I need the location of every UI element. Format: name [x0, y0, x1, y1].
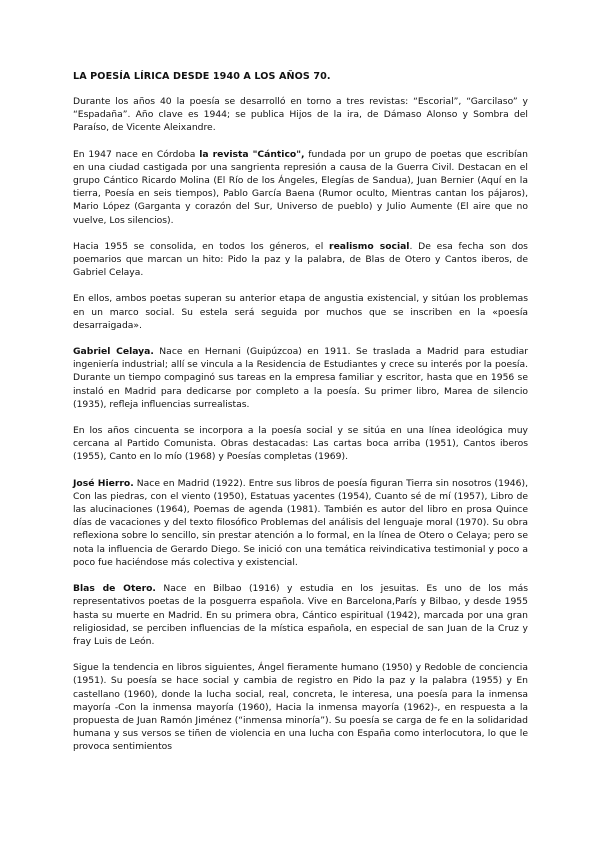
document-body [73, 71, 528, 767]
author-name-celaya: Gabriel Celaya. [73, 346, 154, 358]
text-run: fundada por un grupo de poetas que escribían en una ciudad castigada por una sangrienta represión a causa de la Guerra Civil. Destacan en el grupo Cántico Ricardo Molina (El Río de los Ángeles, Elegías de Sandua), Juan Bernier (Aquí en la tierra, Poesía en seis tiempos), Pablo García Baena (Rumor oculto, Mientras cantan los pájaros), Mario López (Garganta y corazón del Sur, Universo de pueblo) y Julio Aumente (El aire que no vuelve, Los silencios). [73, 148, 528, 226]
paragraph-postwar-journals: Durante los años 40 la poesía se desarrolló en torno a tres revistas: “Escorial”, “Garcilaso” y “Espadaña”. Año clave es 1944; se publica Hijos de la ira, de Dámaso Alonso y Sombra del Paraíso, de Vicente Aleixandre. [73, 96, 528, 134]
bold-term-cantico: la revista "Cántico", [199, 148, 305, 160]
bold-term-realismo-social: realismo social [329, 240, 410, 252]
text-run: Hacia 1955 se consolida, en todos los géneros, el [73, 240, 330, 252]
text-run: Nace en Hernani (Guipúzcoa) en 1911. Se traslada a Madrid para estudiar ingeniería industrial; allí se vincula a la Residencia de Estudiantes y crece su interés por la poesía. Durante un tiempo compaginó sus tareas en la empresa familiar y escritor, hasta que en 1956 se instaló en Madrid para dedicarse por completo a la poesía. Su primer libro, Marea de silencio (1935), refleja influencias surrealistas. [73, 346, 528, 410]
paragraph-blas-de-otero [73, 582, 528, 648]
text-run: Nace en Madrid (1922). Entre sus libros de poesía figuran Tierra sin nosotros (1946), Con las piedras, con el viento (1950), Estatuas yacentes (1954), Cuanto sé de mí (1957), Libro de las alucinaciones (1964), Poemas de agenda (1981). También es autor del libro en prosa Quince días de vacaciones y del texto filosófico Problemas del análisis del lenguaje moral (1970). Su obra reflexiona sobre lo sencillo, sin prestar atención a lo formal, en la línea de Otero o Celaya; pero se nota la influencia de Gerardo Diego. Se inició con una temática reivindicativa testimonial y poco a poco fue haciéndose más colectiva y existencial. [73, 477, 528, 568]
paragraph-cantico [73, 148, 528, 227]
paragraph-celaya-fifties: En los años cincuenta se incorpora a la poesía social y se sitúa en una línea ideológica muy cercana al Partido Comunista. Obras destacadas: Las cartas boca arriba (1951), Cantos iberos (1955), Canto en lo mío (1968) y Poesías completas (1969). [73, 425, 528, 463]
paragraph-social-realism [73, 240, 528, 280]
author-name-hierro: José Hierro. [73, 477, 134, 489]
paragraph-jose-hierro [73, 477, 528, 569]
text-run: Nace en Bilbao (1916) y estudia en los jesuitas. Es uno de los más representativos poetas de la posguerra española. Vive en Barcelona,París y Bilbao, y desde 1955 hasta su muerte en Madrid. En su primera obra, Cántico espiritual (1942), marcada por una gran religiosidad, se perciben influencias de la mística española, en especial de san Juan de la Cruz y fray Luis de León. [73, 583, 528, 647]
text-run: . De esa fecha son dos poemarios que marcan un hito: Pido la paz y la palabra, de Blas de Otero y Cantos iberos, de Gabriel Celaya. [73, 240, 528, 279]
paragraph-existential-to-social: En ellos, ambos poetas superan su anterior etapa de angustia existencial, y sitúan los problemas en un marco social. Su estela será seguida por muchos que se inscriben en la «poesía desarraigada». [73, 293, 528, 331]
document-title: LA POESÍA LÍRICA DESDE 1940 A LOS AÑOS 70. [73, 71, 331, 82]
text-run: En 1947 nace en Córdoba [73, 148, 200, 160]
paragraph-gabriel-celaya [73, 345, 528, 411]
author-name-otero: Blas de Otero. [73, 583, 156, 595]
paragraph-otero-later-works: Sigue la tendencia en libros siguientes, Ángel fieramente humano (1950) y Redoble de conciencia (1951). Su poesía se hace social y cambia de registro en Pido la paz y la palabra (1955) y En castellano (1960), donde la lucha social, real, concreta, le interesa, una poesía para la inmensa mayoría -Con la inmensa mayoría (1960), Hacia la inmensa mayoría (1962)-, en respuesta a la propuesta de Juan Ramón Jiménez (“inmensa minoría”). Su poesía se carga de fe en la solidaridad humana y sus versos se tiñen de violencia en una lucha con España como interlocutora, lo que le provoca sentimientos [73, 662, 528, 753]
